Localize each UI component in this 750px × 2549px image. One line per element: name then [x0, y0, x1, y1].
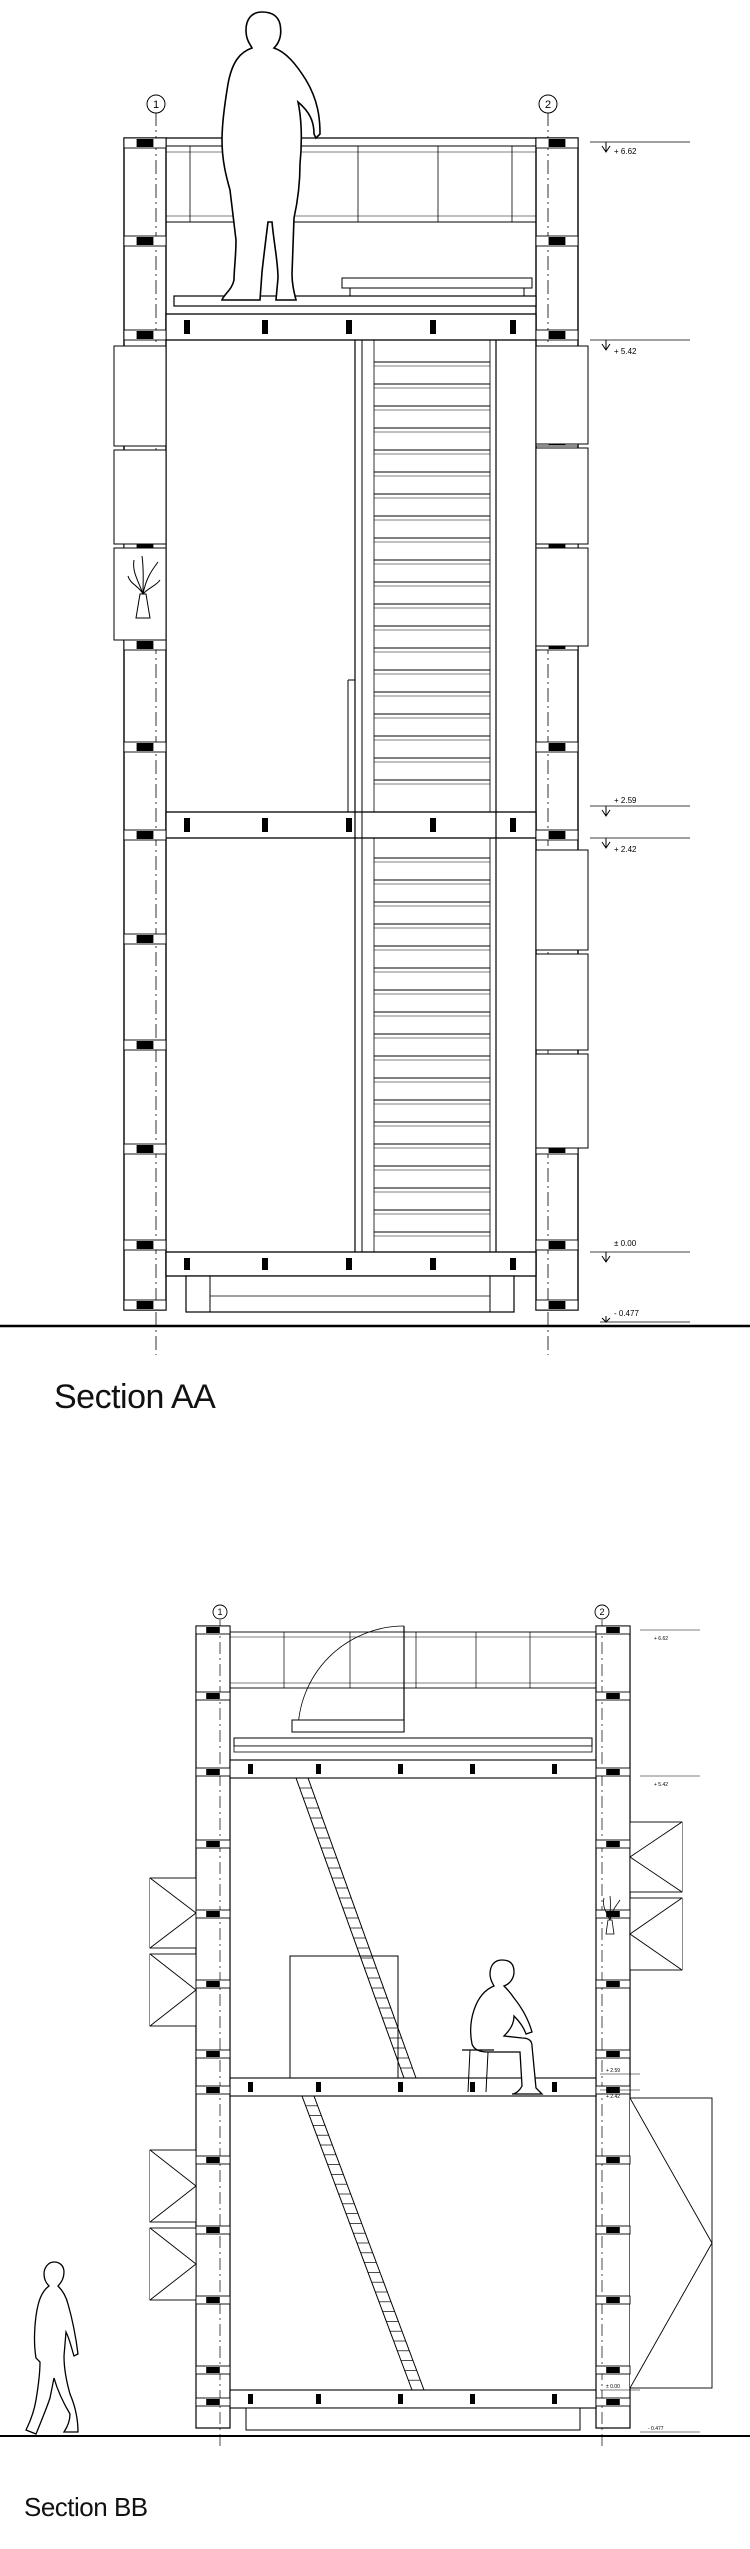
grid-bubble-1-bb — [213, 1605, 227, 1619]
staircase — [348, 340, 496, 1252]
left-wall-bb — [196, 1626, 230, 2428]
level-marker-mid — [590, 838, 690, 854]
svg-text:+ 2.59: + 2.59 — [614, 796, 637, 805]
svg-text:+ 6.62: + 6.62 — [614, 147, 637, 156]
svg-text:2: 2 — [544, 99, 552, 111]
grid-bubble-2-bb — [595, 1605, 609, 1619]
section-bb — [0, 1605, 750, 2450]
level-marker-roof — [590, 142, 690, 156]
foundation — [186, 1276, 514, 1312]
svg-text:1: 1 — [217, 1607, 223, 1617]
level-marker-upper — [590, 340, 690, 356]
roof-hatch-door — [292, 1626, 404, 1732]
seated-person-figure — [462, 1960, 542, 2094]
level-marker-upper-bb — [640, 1776, 700, 1788]
svg-text:1: 1 — [152, 99, 160, 111]
section-aa-title: Section AA — [54, 1378, 216, 1416]
svg-text:+ 2.42: + 2.42 — [614, 845, 637, 854]
left-wall — [124, 138, 166, 1310]
roof-railing — [166, 146, 536, 222]
svg-text:+ 6.62: + 6.62 — [654, 1636, 669, 1642]
foundation-bb — [246, 2408, 580, 2430]
svg-text:+ 2.42: + 2.42 — [606, 2094, 621, 2100]
standing-person-figure — [222, 12, 320, 300]
grid-bubble-1 — [147, 95, 165, 113]
svg-text:2: 2 — [599, 1607, 605, 1617]
ladder-lower — [302, 2096, 424, 2390]
level-marker-terrain — [600, 1309, 690, 1322]
ground-floor-slab-bb — [230, 2390, 596, 2408]
upper-floor-slab-bb — [230, 1760, 596, 1778]
level-marker-roof-bb — [640, 1630, 700, 1642]
grid-bubble-2 — [539, 95, 557, 113]
svg-text:+ 5.42: + 5.42 — [654, 1782, 669, 1788]
svg-text:+ 5.42: + 5.42 — [614, 347, 637, 356]
section-bb-title: Section BB — [24, 2492, 148, 2522]
svg-text:+ 2.59: + 2.59 — [606, 2068, 621, 2074]
roof-deck-bb — [234, 1738, 592, 1746]
svg-text:± 0.00: ± 0.00 — [606, 2384, 620, 2390]
roof-bench — [342, 278, 532, 288]
level-marker-mid-top — [590, 796, 690, 816]
svg-text:± 0.00: ± 0.00 — [614, 1239, 637, 1248]
section-aa — [0, 12, 750, 1355]
wall-window-boxes — [114, 346, 588, 1148]
level-marker-ground — [590, 1239, 690, 1262]
svg-text:- 0.477: - 0.477 — [614, 1309, 639, 1318]
roof-railing-bb — [230, 1632, 596, 1688]
walking-person-figure — [26, 2262, 78, 2434]
svg-text:- 0.477: - 0.477 — [648, 2426, 664, 2432]
level-marker-mid-top-bb — [600, 2068, 640, 2074]
right-wall-bb — [596, 1626, 630, 2428]
level-marker-terrain-bb — [640, 2426, 700, 2432]
